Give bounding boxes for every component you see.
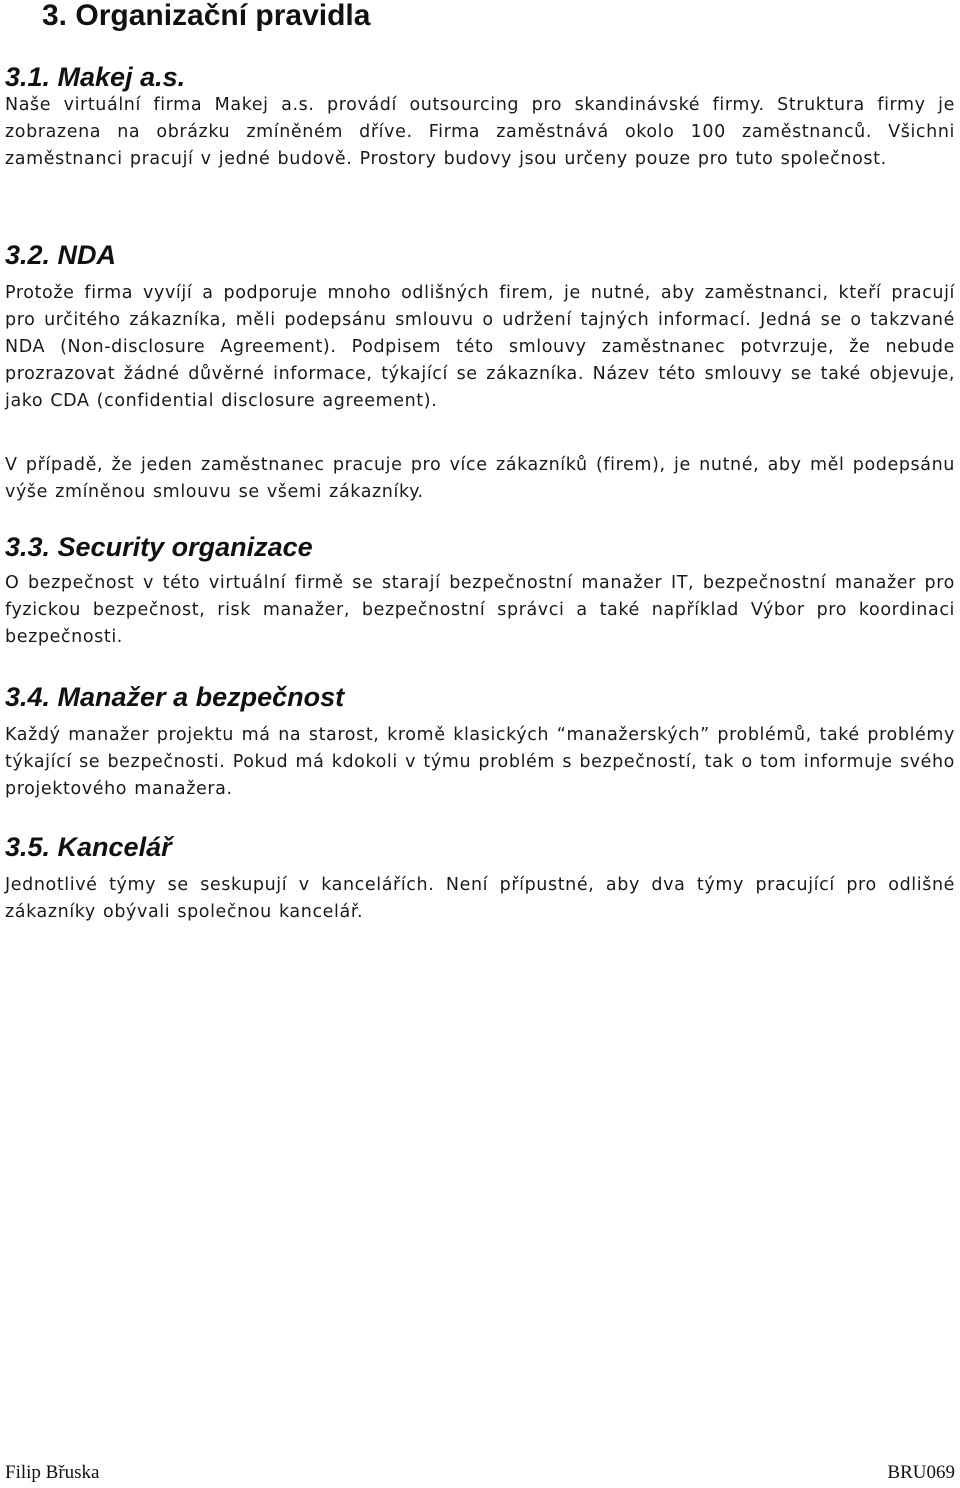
section-paragraph-nda-2: V případě, že jeden zaměstnanec pracuje pro více zákazníků (firem), je nutné, aby měl podepsánu výše zmíněnou smlouvu se všemi zákazníky.	[5, 455, 955, 502]
section-heading-makej: 3.1. Makej a.s.	[5, 62, 186, 92]
section-paragraph-manager: Každý manažer projektu má na starost, kromě klasických “manažerských” problémů, také problémy týkající se bezpečnosti. Pokud má kdokoli v týmu problém s bezpečností, tak o tom informuje svého projektového manažera.	[5, 725, 955, 799]
section-heading-nda: 3.2. NDA	[5, 240, 117, 270]
section-paragraph-office: Jednotlivé týmy se seskupují v kancelářích. Není přípustné, aby dva týmy pracující pro odlišné zákazníky obývali společnou kancelář.	[5, 875, 955, 922]
section-heading-manager: 3.4. Manažer a bezpečnost	[5, 682, 345, 712]
section-heading-office: 3.5. Kancelář	[5, 832, 172, 862]
footer-code: BRU069	[887, 1462, 955, 1483]
section-heading-security: 3.3. Security organizace	[5, 532, 313, 562]
section-paragraph-security: O bezpečnost v této virtuální firmě se starají bezpečnostní manažer IT, bezpečnostní manažer pro fyzickou bezpečnost, risk manažer, bezpečnostní správci a také například Výbor pro koordinaci bezpečnosti.	[5, 573, 955, 647]
section-paragraph-nda-1: Protože firma vyvíjí a podporuje mnoho odlišných firem, je nutné, aby zaměstnanci, kteří pracují pro určitého zákazníka, měli podepsánu smlouvu o udržení tajných informací. Jedná se o takzvané NDA (Non-disclosure Agreement). Podpisem této smlouvy zaměstnanec potvrzuje, že nebude prozrazovat žádné důvěrné informace, týkající se zákazníka. Název této smlouvy se také objevuje, jako CDA (confidential disclosure agreement).	[5, 283, 955, 411]
section-paragraph-makej: Naše virtuální firma Makej a.s. provádí outsourcing pro skandinávské firmy. Struktura firmy je zobrazena na obrázku zmíněném dříve. Firma zaměstnává okolo 100 zaměstnanců. Všichni zaměstnanci pracují v jedné budově. Prostory budovy jsou určeny pouze pro tuto společnost.	[5, 95, 955, 169]
page-title: 3. Organizační pravidla	[42, 0, 371, 32]
footer-author: Filip Břuska	[5, 1462, 100, 1483]
